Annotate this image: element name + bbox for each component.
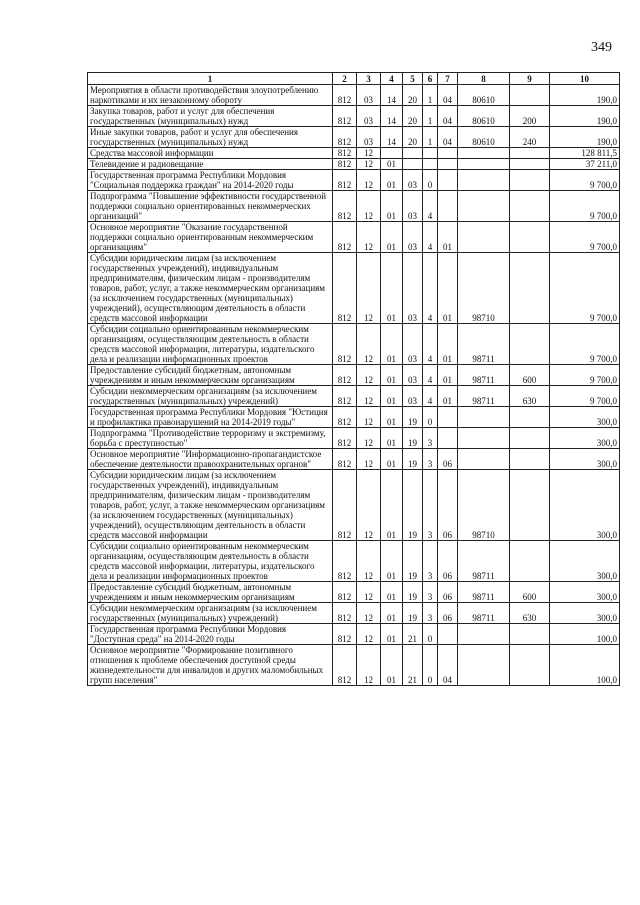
cell-subprogram: 1 [423, 85, 438, 106]
cell-grbs: 812 [333, 222, 357, 253]
cell-section: 12 [357, 324, 381, 365]
cell-section: 12 [357, 582, 381, 603]
cell-subsection: 14 [381, 106, 403, 127]
cell-subprogram: 4 [423, 191, 438, 222]
table-row [88, 603, 620, 624]
cell-subsection: 01 [381, 645, 403, 686]
cell-amount: 9 700,0 [550, 170, 620, 191]
row-description: Субсидии социально ориентированным некоммерческим организациям, осуществляющим деятельность в области средств массовой информации, литературы, издательского дела и реализации информационных проектов [88, 324, 333, 365]
table-row [88, 428, 620, 449]
cell-direction: 80610 [458, 106, 510, 127]
row-description: Государственная программа Республики Мордовия "Доступная среда" на 2014-2020 годы [88, 624, 333, 645]
cell-amount: 9 700,0 [550, 365, 620, 386]
cell-program: 19 [403, 449, 423, 470]
cell-subsection: 01 [381, 386, 403, 407]
cell-section: 12 [357, 603, 381, 624]
cell-subprogram: 0 [423, 170, 438, 191]
cell-direction [458, 191, 510, 222]
cell-amount: 190,0 [550, 85, 620, 106]
table-header [88, 73, 620, 85]
column-header: 3 [357, 73, 381, 85]
cell-activity [438, 148, 458, 159]
cell-subsection: 01 [381, 603, 403, 624]
row-description: Субсидии социально ориентированным некоммерческим организациям, осуществляющим деятельность в области средств массовой информации, литературы, издательского дела и реализации информационных проектов [88, 541, 333, 582]
row-description: Мероприятия в области противодействия злоупотреблению наркотиками и их незаконному обороту [88, 85, 333, 106]
row-description: Основное мероприятие "Формирование позитивного отношения к проблеме обеспечения доступной среды жизнедеятельности для инвалидов и других маломобильных групп населения" [88, 645, 333, 686]
cell-section: 03 [357, 85, 381, 106]
cell-subsection: 01 [381, 159, 403, 170]
cell-program [403, 148, 423, 159]
cell-activity: 04 [438, 127, 458, 148]
cell-direction: 98710 [458, 253, 510, 324]
cell-expense-type [510, 541, 550, 582]
cell-expense-type [510, 253, 550, 324]
cell-subprogram: 1 [423, 127, 438, 148]
cell-program [403, 159, 423, 170]
cell-amount: 190,0 [550, 127, 620, 148]
cell-expense-type: 630 [510, 603, 550, 624]
cell-grbs: 812 [333, 85, 357, 106]
table-row [88, 222, 620, 253]
column-header: 7 [438, 73, 458, 85]
cell-grbs: 812 [333, 407, 357, 428]
cell-expense-type: 200 [510, 106, 550, 127]
cell-activity [438, 170, 458, 191]
table-row [88, 645, 620, 686]
cell-activity: 04 [438, 85, 458, 106]
cell-subsection: 01 [381, 428, 403, 449]
cell-subprogram: 4 [423, 386, 438, 407]
cell-section: 12 [357, 170, 381, 191]
table-row [88, 541, 620, 582]
cell-subprogram: 3 [423, 470, 438, 541]
cell-amount: 9 700,0 [550, 222, 620, 253]
cell-subsection: 01 [381, 541, 403, 582]
table-row [88, 324, 620, 365]
row-description: Субсидии юридическим лицам (за исключением государственных учреждений), индивидуальным предпринимателям, физическим лицам - производителям товаров, работ, услуг, а также некоммерческим организациям (за исключением государственных (муниципальных) учреждений), осуществляющим деятельность в области средств массовой информации [88, 253, 333, 324]
cell-subprogram: 3 [423, 541, 438, 582]
row-description: Субсидии некоммерческим организациям (за исключением государственных (муниципальных) учреждений) [88, 603, 333, 624]
cell-direction: 98711 [458, 324, 510, 365]
cell-direction: 98711 [458, 582, 510, 603]
cell-expense-type [510, 148, 550, 159]
cell-section: 12 [357, 222, 381, 253]
cell-subprogram: 3 [423, 603, 438, 624]
cell-activity: 01 [438, 253, 458, 324]
cell-grbs: 812 [333, 386, 357, 407]
column-header: 6 [423, 73, 438, 85]
cell-section: 12 [357, 470, 381, 541]
cell-subsection: 01 [381, 170, 403, 191]
cell-amount: 300,0 [550, 407, 620, 428]
cell-expense-type [510, 645, 550, 686]
cell-subprogram: 3 [423, 582, 438, 603]
cell-activity: 06 [438, 470, 458, 541]
cell-activity: 06 [438, 603, 458, 624]
cell-direction [458, 428, 510, 449]
cell-grbs: 812 [333, 470, 357, 541]
column-header: 10 [550, 73, 620, 85]
cell-subsection: 01 [381, 624, 403, 645]
row-description: Основное мероприятие "Информационно-пропагандистское обеспечение деятельности правоохранительных органов" [88, 449, 333, 470]
row-description: Предоставление субсидий бюджетным, автономным учреждениям и иным некоммерческим организациям [88, 365, 333, 386]
cell-subprogram [423, 159, 438, 170]
cell-subprogram: 4 [423, 222, 438, 253]
cell-section: 12 [357, 191, 381, 222]
column-header: 2 [333, 73, 357, 85]
cell-program: 21 [403, 624, 423, 645]
column-header: 1 [88, 73, 333, 85]
cell-amount: 128 811,5 [550, 148, 620, 159]
cell-grbs: 812 [333, 428, 357, 449]
cell-activity: 01 [438, 386, 458, 407]
cell-subsection: 01 [381, 582, 403, 603]
row-description: Закупка товаров, работ и услуг для обеспечения государственных (муниципальных) нужд [88, 106, 333, 127]
cell-subsection: 01 [381, 222, 403, 253]
table-row [88, 624, 620, 645]
cell-program: 19 [403, 541, 423, 582]
cell-subprogram: 3 [423, 428, 438, 449]
cell-section: 12 [357, 624, 381, 645]
cell-program: 03 [403, 170, 423, 191]
cell-grbs: 812 [333, 582, 357, 603]
page-number: 349 [591, 40, 612, 55]
cell-grbs: 812 [333, 148, 357, 159]
cell-amount: 300,0 [550, 470, 620, 541]
cell-expense-type [510, 624, 550, 645]
table-row [88, 127, 620, 148]
cell-direction: 98711 [458, 603, 510, 624]
cell-subprogram: 0 [423, 624, 438, 645]
cell-activity: 06 [438, 582, 458, 603]
cell-subprogram: 4 [423, 365, 438, 386]
cell-amount: 9 700,0 [550, 191, 620, 222]
column-header: 5 [403, 73, 423, 85]
table-row [88, 407, 620, 428]
cell-activity: 04 [438, 645, 458, 686]
cell-expense-type: 600 [510, 582, 550, 603]
cell-subsection: 01 [381, 365, 403, 386]
cell-expense-type [510, 470, 550, 541]
cell-section: 03 [357, 106, 381, 127]
column-header: 8 [458, 73, 510, 85]
cell-direction [458, 170, 510, 191]
cell-section: 12 [357, 645, 381, 686]
cell-amount: 190,0 [550, 106, 620, 127]
cell-expense-type: 630 [510, 386, 550, 407]
cell-amount: 9 700,0 [550, 253, 620, 324]
cell-program: 20 [403, 85, 423, 106]
cell-activity: 06 [438, 449, 458, 470]
cell-subprogram: 4 [423, 324, 438, 365]
cell-program: 21 [403, 645, 423, 686]
cell-subsection: 14 [381, 85, 403, 106]
cell-amount: 37 211,0 [550, 159, 620, 170]
cell-grbs: 812 [333, 253, 357, 324]
cell-grbs: 812 [333, 645, 357, 686]
cell-direction: 98711 [458, 541, 510, 582]
row-description: Субсидии юридическим лицам (за исключением государственных учреждений), индивидуальным предпринимателям, физическим лицам - производителям товаров, работ, услуг, а также некоммерческим организациям (за исключением государственных (муниципальных) учреждений), осуществляющим деятельность в области средств массовой информации [88, 470, 333, 541]
row-description: Субсидии некоммерческим организациям (за исключением государственных (муниципальных) учреждений) [88, 386, 333, 407]
cell-expense-type [510, 428, 550, 449]
cell-direction: 98711 [458, 365, 510, 386]
cell-amount: 300,0 [550, 582, 620, 603]
cell-grbs: 812 [333, 191, 357, 222]
cell-activity [438, 159, 458, 170]
cell-expense-type: 600 [510, 365, 550, 386]
cell-program: 03 [403, 253, 423, 324]
cell-section: 12 [357, 449, 381, 470]
cell-expense-type [510, 324, 550, 365]
table-row [88, 386, 620, 407]
column-header: 9 [510, 73, 550, 85]
cell-program: 20 [403, 127, 423, 148]
cell-activity: 06 [438, 541, 458, 582]
cell-direction [458, 645, 510, 686]
cell-program: 19 [403, 470, 423, 541]
cell-expense-type [510, 222, 550, 253]
cell-subprogram: 0 [423, 645, 438, 686]
cell-section: 12 [357, 407, 381, 428]
table-row [88, 582, 620, 603]
cell-section: 12 [357, 428, 381, 449]
cell-expense-type [510, 407, 550, 428]
cell-section: 12 [357, 386, 381, 407]
table-row [88, 106, 620, 127]
table-row [88, 170, 620, 191]
cell-activity: 01 [438, 365, 458, 386]
cell-grbs: 812 [333, 541, 357, 582]
cell-grbs: 812 [333, 106, 357, 127]
cell-section: 12 [357, 541, 381, 582]
cell-subprogram: 0 [423, 407, 438, 428]
row-description: Средства массовой информации [88, 148, 333, 159]
cell-program: 19 [403, 603, 423, 624]
cell-direction [458, 159, 510, 170]
cell-amount: 100,0 [550, 624, 620, 645]
cell-program: 03 [403, 386, 423, 407]
cell-program: 03 [403, 365, 423, 386]
cell-activity: 01 [438, 222, 458, 253]
cell-subsection [381, 148, 403, 159]
cell-subprogram: 1 [423, 106, 438, 127]
cell-amount: 300,0 [550, 428, 620, 449]
cell-subprogram [423, 148, 438, 159]
cell-activity: 04 [438, 106, 458, 127]
cell-grbs: 812 [333, 159, 357, 170]
table-row [88, 470, 620, 541]
table-row [88, 365, 620, 386]
cell-grbs: 812 [333, 449, 357, 470]
cell-direction: 98711 [458, 386, 510, 407]
cell-subsection: 01 [381, 191, 403, 222]
cell-subsection: 01 [381, 253, 403, 324]
cell-amount: 300,0 [550, 603, 620, 624]
cell-expense-type [510, 449, 550, 470]
cell-activity [438, 407, 458, 428]
table-row [88, 85, 620, 106]
cell-amount: 9 700,0 [550, 324, 620, 365]
cell-subsection: 01 [381, 449, 403, 470]
cell-grbs: 812 [333, 324, 357, 365]
table-body [88, 85, 620, 686]
cell-section: 12 [357, 159, 381, 170]
cell-subprogram: 3 [423, 449, 438, 470]
cell-subsection: 01 [381, 407, 403, 428]
row-description: Государственная программа Республики Мордовия "Юстиция и профилактика правонарушений на 2014-2019 годы" [88, 407, 333, 428]
cell-section: 12 [357, 148, 381, 159]
cell-program: 19 [403, 407, 423, 428]
cell-subsection: 01 [381, 470, 403, 541]
cell-grbs: 812 [333, 170, 357, 191]
cell-program: 19 [403, 582, 423, 603]
cell-direction: 98710 [458, 470, 510, 541]
table-row [88, 148, 620, 159]
cell-expense-type [510, 159, 550, 170]
cell-section: 03 [357, 127, 381, 148]
cell-expense-type [510, 170, 550, 191]
cell-subprogram: 4 [423, 253, 438, 324]
cell-expense-type [510, 85, 550, 106]
row-description: Подпрограмма "Повышение эффективности государственной поддержки социально ориентированных некоммерческих организаций" [88, 191, 333, 222]
cell-direction [458, 449, 510, 470]
cell-direction [458, 148, 510, 159]
cell-direction: 80610 [458, 85, 510, 106]
cell-program: 19 [403, 428, 423, 449]
cell-subsection: 01 [381, 324, 403, 365]
cell-expense-type: 240 [510, 127, 550, 148]
cell-section: 12 [357, 253, 381, 324]
budget-table [87, 72, 620, 686]
row-description: Подпрограмма "Противодействие терроризму и экстремизму, борьба с преступностью" [88, 428, 333, 449]
row-description: Основное мероприятие "Оказание государственной поддержки социально ориентированным некоммерческим организациям" [88, 222, 333, 253]
cell-section: 12 [357, 365, 381, 386]
cell-grbs: 812 [333, 603, 357, 624]
cell-direction [458, 407, 510, 428]
row-description: Государственная программа Республики Мордовия "Социальная поддержка граждан" на 2014-2020 годы [88, 170, 333, 191]
cell-grbs: 812 [333, 127, 357, 148]
table-row [88, 449, 620, 470]
cell-program: 03 [403, 191, 423, 222]
cell-subsection: 14 [381, 127, 403, 148]
cell-program: 03 [403, 324, 423, 365]
cell-amount: 300,0 [550, 449, 620, 470]
cell-activity [438, 191, 458, 222]
cell-program: 03 [403, 222, 423, 253]
cell-amount: 9 700,0 [550, 386, 620, 407]
cell-amount: 300,0 [550, 541, 620, 582]
cell-direction [458, 624, 510, 645]
cell-activity: 01 [438, 324, 458, 365]
cell-grbs: 812 [333, 365, 357, 386]
row-description: Телевидение и радиовещание [88, 159, 333, 170]
cell-direction: 80610 [458, 127, 510, 148]
cell-program: 20 [403, 106, 423, 127]
column-header: 4 [381, 73, 403, 85]
table-row [88, 159, 620, 170]
cell-activity [438, 624, 458, 645]
cell-amount: 100,0 [550, 645, 620, 686]
cell-expense-type [510, 191, 550, 222]
cell-grbs: 812 [333, 624, 357, 645]
cell-activity [438, 428, 458, 449]
cell-direction [458, 222, 510, 253]
row-description: Иные закупки товаров, работ и услуг для обеспечения государственных (муниципальных) нужд [88, 127, 333, 148]
table-row [88, 191, 620, 222]
row-description: Предоставление субсидий бюджетным, автономным учреждениям и иным некоммерческим организациям [88, 582, 333, 603]
table-row [88, 253, 620, 324]
